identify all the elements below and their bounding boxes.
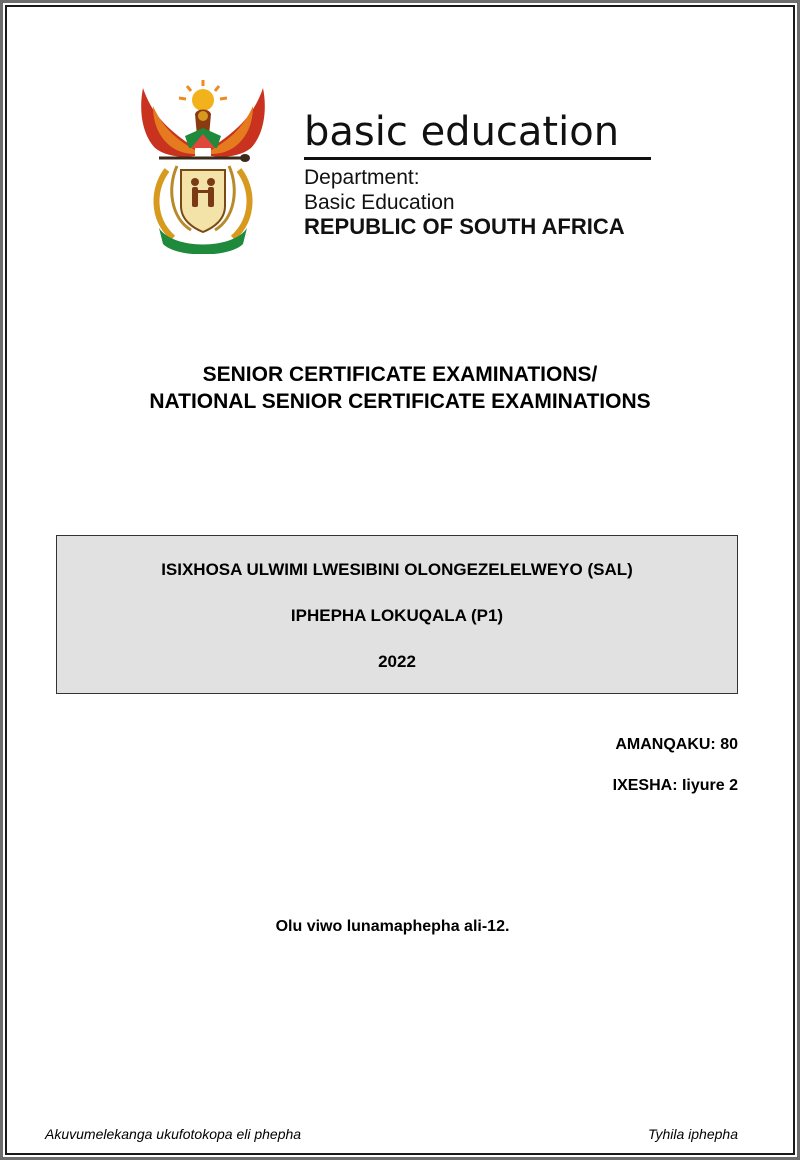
exam-title-line-1: SENIOR CERTIFICATE EXAMINATIONS/ [202, 363, 598, 386]
brand-title: basic education [304, 109, 620, 155]
republic-name: REPUBLIC OF SOUTH AFRICA [304, 214, 625, 239]
paper-name: IPHEPHA LOKUQALA (P1) [290, 606, 504, 625]
department-name: Basic Education [304, 191, 455, 214]
shield-shape [181, 170, 225, 232]
right-wheat-shape [233, 170, 250, 238]
copy-warning-footer: Akuvumelekanga ukufotokopa eli phepha [45, 1126, 302, 1142]
exam-year: 2022 [378, 652, 416, 671]
brand-underline [304, 157, 651, 160]
exam-title-line-2: NATIONAL SENIOR CERTIFICATE EXAMINATIONS [149, 390, 651, 413]
south-africa-coat-of-arms-icon [133, 78, 273, 254]
bird-head-shape [198, 111, 208, 121]
subject-box [56, 535, 738, 694]
time-label: IXESHA: Iiyure 2 [612, 777, 738, 794]
crest-graphic [133, 78, 273, 254]
subject-name: ISIXHOSA ULWIMI LWESIBINI OLONGEZELELWEYO (SAL) [161, 560, 633, 579]
left-wheat-shape [156, 170, 173, 238]
page-count-note: Olu viwo lunamaphepha ali-12. [275, 918, 510, 935]
knobkierie-head [240, 154, 250, 162]
turn-page-footer: Tyhila iphepha [647, 1126, 738, 1142]
department-label: Department: [304, 166, 420, 189]
marks-label: AMANQAKU: 80 [615, 736, 738, 753]
sun-shape [192, 89, 214, 111]
